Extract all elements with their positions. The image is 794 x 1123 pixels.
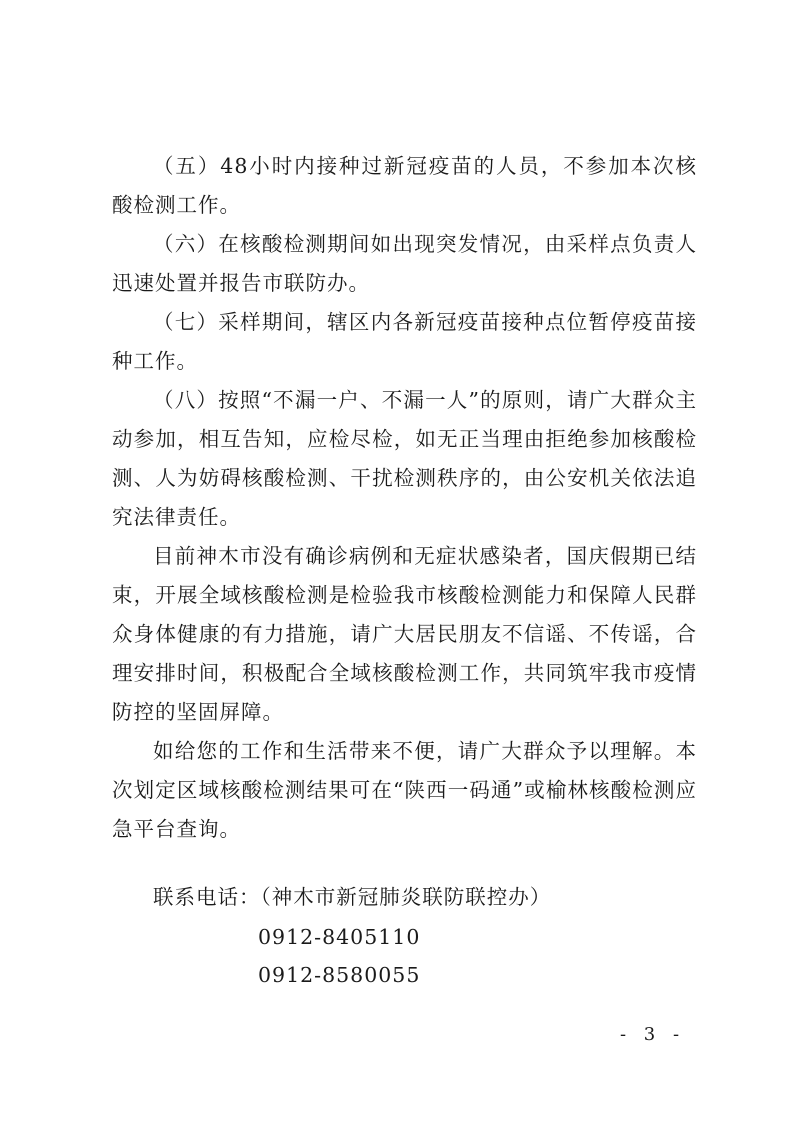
paragraph-apology-query: 如给您的工作和生活带来不便，请广大群众予以理解。本次划定区域核酸检测结果可在“陕西一码通”或榆林核酸检测应急平台查询。 xyxy=(112,739,697,841)
paragraph-current-situation: 目前神木市没有确诊病例和无症状感染者，国庆假期已结束，开展全域核酸检测是检验我市核酸检测能力和保障人民群众身体健康的有力措施，请广大居民朋友不信谣、不传谣，合理安排时间，积极配合全域核酸检测工作，共同筑牢我市疫情防控的坚固屏障。 xyxy=(112,544,697,724)
contact-label: 联系电话：（神木市新冠肺炎联防联控办） xyxy=(153,885,552,909)
page-number: - 3 - xyxy=(620,1024,686,1045)
paragraph-item-8: （八）按照“不漏一户、不漏一人”的原则，请广大群众主动参加，相互告知，应检尽检，如无正当理由拒绝参加核酸检测、人为妨碍核酸检测、干扰检测秩序的，由公安机关依法追究法律责任。 xyxy=(112,388,697,529)
paragraph-item-5: （五）48小时内接种过新冠疫苗的人员，不参加本次核酸检测工作。 xyxy=(112,154,697,217)
contact-phone-2: 0912-8580055 xyxy=(258,963,421,987)
paragraph-item-7: （七）采样期间，辖区内各新冠疫苗接种点位暂停疫苗接种工作。 xyxy=(112,310,697,373)
paragraph-item-6: （六）在核酸检测期间如出现突发情况，由采样点负责人迅速处置并报告市联防办。 xyxy=(112,232,697,295)
contact-phone-1: 0912-8405110 xyxy=(258,925,421,949)
